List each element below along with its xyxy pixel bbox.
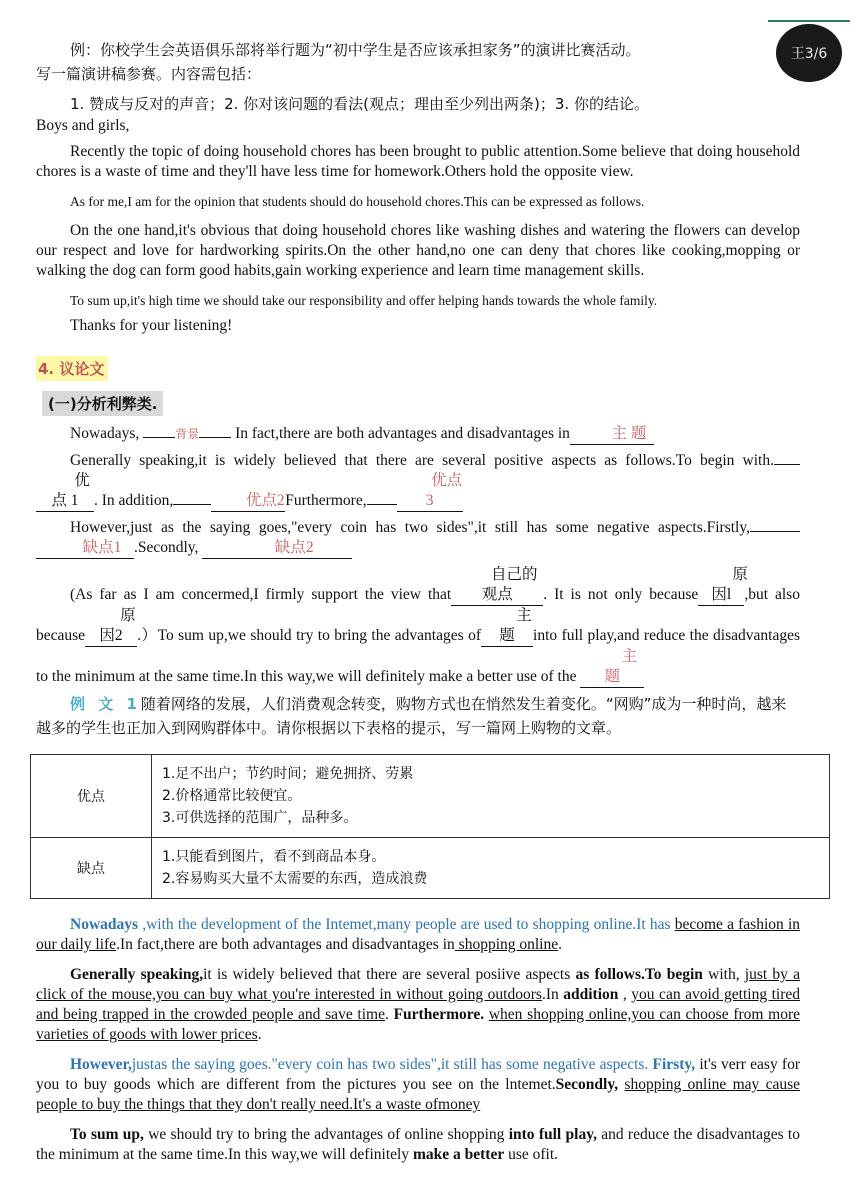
table-row (31, 838, 830, 899)
template-text: Furthermore, (285, 492, 367, 509)
blank-hint-topic-3: 主题 (580, 647, 644, 688)
speech-paragraph-3: On the one hand,it's obvious that doing household chores like washing dishes and watering the flowers can develop our respect and love for hardworking spirits.On the other hand,no one can deny that chores like cooking,mopping or walking the dog can form good habits,gain working experience and learn time management skills. (36, 222, 800, 279)
essay-text: and reduce the disadvantages to the minimum at the same time.In this way,we will definitely (36, 1126, 800, 1163)
blank-hint-topic-2: 主 题 (481, 606, 533, 647)
table-row (31, 755, 830, 838)
essay-paragraph-3 (36, 1055, 800, 1115)
essay-underline: just by a click of the mouse,you can buy what you're interested in without going outdoors (36, 966, 801, 1003)
blank-hint-advantage-3: 优点 3 (397, 471, 463, 512)
speech-paragraph-4: To sum up,it's high time we should take our responsibility and offer helping hands towards the whole family. (70, 293, 658, 308)
blank-hint-reason-2: 原因2 (85, 606, 137, 647)
blank-hint-reason-1: 原因l (698, 565, 744, 606)
essay-text: .In (541, 986, 564, 1003)
essay-underline: shopping online may cause people to buy the things that they don't really need.It's a waste ofmoney (36, 1076, 800, 1113)
template-line-1 (36, 424, 800, 445)
task-line-2: 写一篇演讲稿参赛。内容需包括： (36, 65, 262, 83)
cons-label: 缺点 (31, 838, 152, 899)
essay-text: with, (702, 966, 745, 983)
essay-underline: shopping online (454, 936, 559, 953)
pros-label: 优点 (31, 755, 152, 838)
task-line-3: 1. 赞成与反对的声音；2. 你对该问题的看法(观点；理由至少列出两条)；3. 你的结论。 (70, 95, 649, 113)
template-line-4 (36, 565, 800, 688)
essay-paragraph-2 (36, 965, 800, 1045)
example-label: 例 文 1 (70, 695, 141, 713)
template-text: .Secondly, (134, 539, 203, 556)
essay-text: we should try to bring the advantages of online shopping (143, 1126, 509, 1143)
badge-text: 王3/6 (790, 46, 828, 62)
essay-bold: as follows.To begin (575, 966, 703, 983)
template-text: Generally speaking,it is widely believed that there are several positive aspects as follows.To begin with. (70, 452, 774, 469)
essay-lead: To sum up, (70, 1126, 144, 1143)
document-page (36, 38, 800, 1165)
blank (367, 504, 397, 505)
template-text: (As far as I am concermed,I firmly support the view that (70, 586, 452, 603)
essay-underline: become a fashion in our daily life (36, 916, 801, 953)
essay-bold: Firsty, (648, 1056, 696, 1073)
blank (750, 531, 800, 532)
essay-text: , (618, 986, 632, 1003)
list-item: 2.容易购买大量不太需要的东西，造成浪费 (162, 871, 428, 887)
essay-text: justas the saying goes."every coin has two sides",it still has some negative aspects. (131, 1056, 649, 1073)
blank-hint-advantage-2: 优点2 (211, 491, 285, 512)
essay-bold: into full play, (508, 1126, 597, 1143)
essay-bold: Secondly, (555, 1076, 619, 1093)
example-prompt (36, 692, 800, 740)
list-item: 3.可供选择的范围广，品种多。 (162, 810, 358, 826)
cons-cell (152, 838, 830, 899)
blank-hint-topic: 主 题 (570, 424, 654, 445)
essay-lead: Generally speaking, (70, 966, 204, 983)
task-line-1: 例：你校学生会英语俱乐部将举行题为“初中学生是否应该承担家务”的演讲比赛活动。 (70, 41, 641, 59)
pros-cell (152, 755, 830, 838)
template-text: . In addition, (94, 492, 174, 509)
example-prompt-text: 随着网络的发展，人们消费观念转变，购物方式也在悄然发生着变化。“网购”成为一种时尚，越来越多的学生也正加入到网购群体中。请你根据以下表格的提示，写一篇网上购物的文章。 (36, 695, 787, 737)
essay-lead: Nowadays (70, 916, 139, 933)
essay-underline: when shopping online,you can choose from more varieties of goods with lower prices (36, 1006, 801, 1043)
list-item: 1.足不出户；节约时间；避免拥挤、劳累 (162, 766, 414, 782)
subsection-heading: (一)分析利弊类. (42, 391, 163, 416)
template-text: However,just as the saying goes,"every coin has two sides",it still has some negative aspects.Firstly, (70, 519, 750, 536)
essay-text: . (257, 1026, 262, 1043)
essay-bold: addition (563, 986, 619, 1003)
essay-bold: make a better (412, 1146, 505, 1163)
essay-text: use ofit. (504, 1146, 559, 1163)
template-line-2 (36, 451, 800, 512)
speech-paragraph-2: As for me,I am for the opinion that students should do household chores.This can be expressed as follows. (70, 194, 645, 209)
blank-hint-disadvantage-1: 缺点1 (36, 538, 134, 559)
blank-hint-background: 背景 (175, 427, 200, 441)
blank (199, 437, 231, 438)
template-text: Nowadays, (70, 425, 144, 442)
essay-paragraph-1 (36, 915, 800, 955)
essay-text: it is widely believed that there are several posiive aspects (203, 966, 576, 983)
template-text: .）To sum up,we should try to bring the advantages of (137, 627, 482, 644)
blank-hint-advantage-1: 优点 1 (36, 471, 94, 512)
blank-hint-disadvantage-2: 缺点2 (202, 538, 352, 559)
list-item: 2.价格通常比较便宜。 (162, 788, 302, 804)
template-text: In fact,there are both advantages and disadvantages in (231, 425, 570, 442)
pros-cons-table (30, 754, 830, 899)
blank (774, 464, 800, 465)
essay-text: .In fact,there are both advantages and disadvantages in (116, 936, 455, 953)
essay-underline: you can avoid getting tired and being trapped in the crowded people and save time (36, 986, 801, 1023)
header-rule (768, 20, 850, 22)
speech-closing: Thanks for your listening! (70, 317, 233, 334)
blank (143, 437, 175, 438)
template-text: ,but also because (36, 586, 800, 644)
blank-hint-opinion: 自己的观点 (451, 565, 543, 606)
list-item: 1.只能看到图片，看不到商品本身。 (162, 849, 386, 865)
essay-paragraph-4 (36, 1125, 800, 1165)
essay-text: it's verr easy for you to buy goods which are different from the pictures you see on the lntemet. (36, 1056, 800, 1093)
template-text: into full play,and reduce the disadvantages to the minimum at the same time.In this way,we will definitely make a better use of the (36, 627, 800, 685)
essay-text: . (558, 936, 562, 953)
essay-text: ,with the development of the Intemet,many people are used to shopping online.It has (138, 916, 675, 933)
blank (173, 504, 211, 505)
template-text: . It is not only because (543, 586, 699, 603)
section-heading: 4. 议论文 (36, 356, 108, 381)
essay-text: . (384, 1006, 394, 1023)
speech-greeting: Boys and girls, (36, 117, 130, 134)
essay-bold: Furthermore. (393, 1006, 485, 1023)
essay-lead: However, (70, 1056, 132, 1073)
speech-paragraph-1: Recently the topic of doing household chores has been brought to public attention.Some believe that doing household chores is a waste of time and they'll have less time for homework.Others hold the opposite view. (36, 143, 800, 180)
template-line-3 (36, 518, 800, 559)
